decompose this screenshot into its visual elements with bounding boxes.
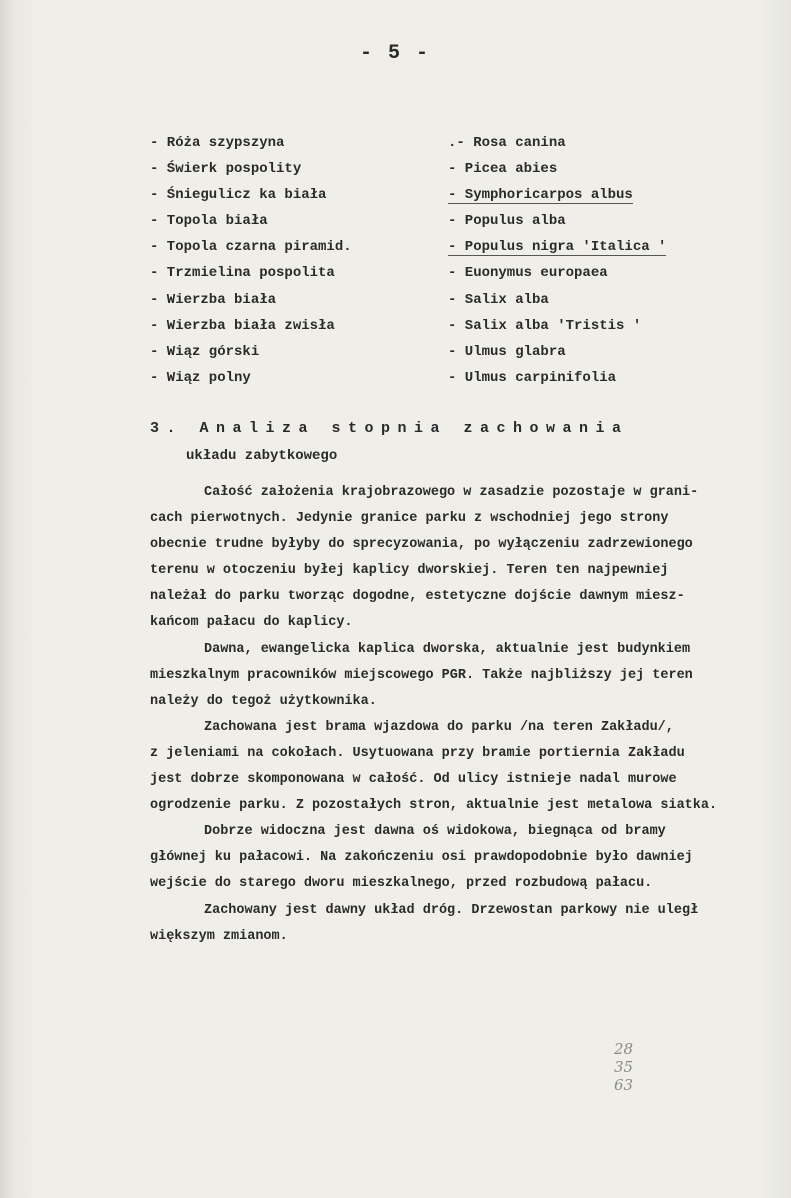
text-line: należał do parku tworząc dogodne, estetyczne dojście dawnym miesz-	[150, 589, 685, 605]
polish-species-item: - Świerk pospolity	[150, 161, 302, 178]
polish-species-item: - Śniegulicz ka biała	[150, 187, 327, 204]
latin-species-item: - Picea abies	[448, 161, 558, 178]
latin-species-item: - Ulmus glabra	[448, 343, 566, 360]
polish-species-item: - Topola biała	[150, 213, 268, 230]
pencil-annotation	[614, 1040, 633, 1094]
polish-species-item: - Wierzba biała zwisła	[150, 317, 335, 334]
underlined-species-name: - Populus nigra 'Italica '	[448, 239, 667, 256]
text-line: terenu w otoczeniu byłej kaplicy dworskiej. Teren ten najpewniej	[150, 563, 669, 579]
underlined-species-name: - Symphoricarpos albus	[448, 187, 633, 204]
latin-species-column	[448, 130, 666, 391]
page-number: - 5 -	[360, 42, 431, 65]
text-line: cach pierwotnych. Jedynie granice parku z wschodniej jego strony	[150, 511, 669, 527]
latin-species-item: - Euonymus europaea	[448, 265, 608, 282]
polish-species-item: - Róża szypszyna	[150, 135, 285, 151]
text-line: należy do tegoż użytkownika.	[150, 693, 377, 709]
annotation-line: 28	[614, 1040, 634, 1058]
latin-species-item	[448, 182, 666, 208]
latin-species-item: .- Rosa canina	[448, 135, 566, 151]
text-line: mieszkalnym pracowników miejscowego PGR. Także najbliższy jej teren	[150, 667, 693, 683]
polish-species-item: - Wiąz górski	[150, 343, 260, 360]
text-line: Zachowany jest dawny układ dróg. Drzewostan parkowy nie uległ	[204, 902, 699, 918]
latin-species-item: - Populus alba	[448, 213, 566, 230]
latin-species-item	[448, 234, 666, 260]
text-line: obecnie trudne byłyby do sprecyzowania, po wyłączeniu zadrzewionego	[150, 537, 693, 553]
polish-species-item: - Topola czarna piramid.	[150, 239, 352, 256]
latin-species-item: - Ulmus carpinifolia	[448, 369, 617, 386]
polish-species-column	[150, 130, 352, 391]
latin-species-item: - Salix alba	[448, 291, 549, 308]
paragraph-4	[150, 819, 770, 897]
section-heading: 3. Analiza stopnia zachowania	[150, 420, 629, 437]
polish-species-item: - Wiąz polny	[150, 369, 251, 386]
polish-species-item: - Wierzba biała	[150, 291, 277, 308]
text-line: z jeleniami na cokołach. Usytuowana przy bramie portiernia Zakładu	[150, 745, 685, 761]
text-line: większym zmianom.	[150, 928, 288, 944]
text-line: kańcom pałacu do kaplicy.	[150, 615, 353, 631]
paragraph-1	[150, 480, 770, 637]
text-line: jest dobrze skomponowana w całość. Od ulicy istnieje nadal murowe	[150, 772, 677, 788]
text-line: wejście do starego dworu mieszkalnego, przed rozbudową pałacu.	[150, 876, 653, 892]
text-line: Zachowana jest brama wjazdowa do parku /na teren Zakładu/,	[204, 719, 674, 735]
text-line: głównej ku pałacowi. Na zakończeniu osi prawdopodobnie było dawniej	[150, 850, 693, 866]
latin-species-item: - Salix alba 'Tristis '	[448, 317, 642, 334]
polish-species-item: - Trzmielina pospolita	[150, 265, 335, 282]
body-text	[150, 480, 770, 950]
paragraph-5	[150, 898, 770, 950]
section-subheading: układu zabytkowego	[186, 448, 338, 464]
text-line: ogrodzenie parku. Z pozostałych stron, aktualnie jest metalowa siatka.	[150, 798, 718, 814]
text-line: Całość założenia krajobrazowego w zasadzie pozostaje w grani-	[204, 485, 699, 500]
text-line: Dawna, ewangelicka kaplica dworska, aktualnie jest budynkiem	[204, 641, 691, 657]
paragraph-2	[150, 637, 770, 715]
paragraph-3	[150, 715, 770, 819]
annotation-line: 35	[614, 1058, 634, 1076]
text-line: Dobrze widoczna jest dawna oś widokowa, biegnąca od bramy	[204, 824, 666, 840]
annotation-line: 63	[614, 1076, 634, 1094]
